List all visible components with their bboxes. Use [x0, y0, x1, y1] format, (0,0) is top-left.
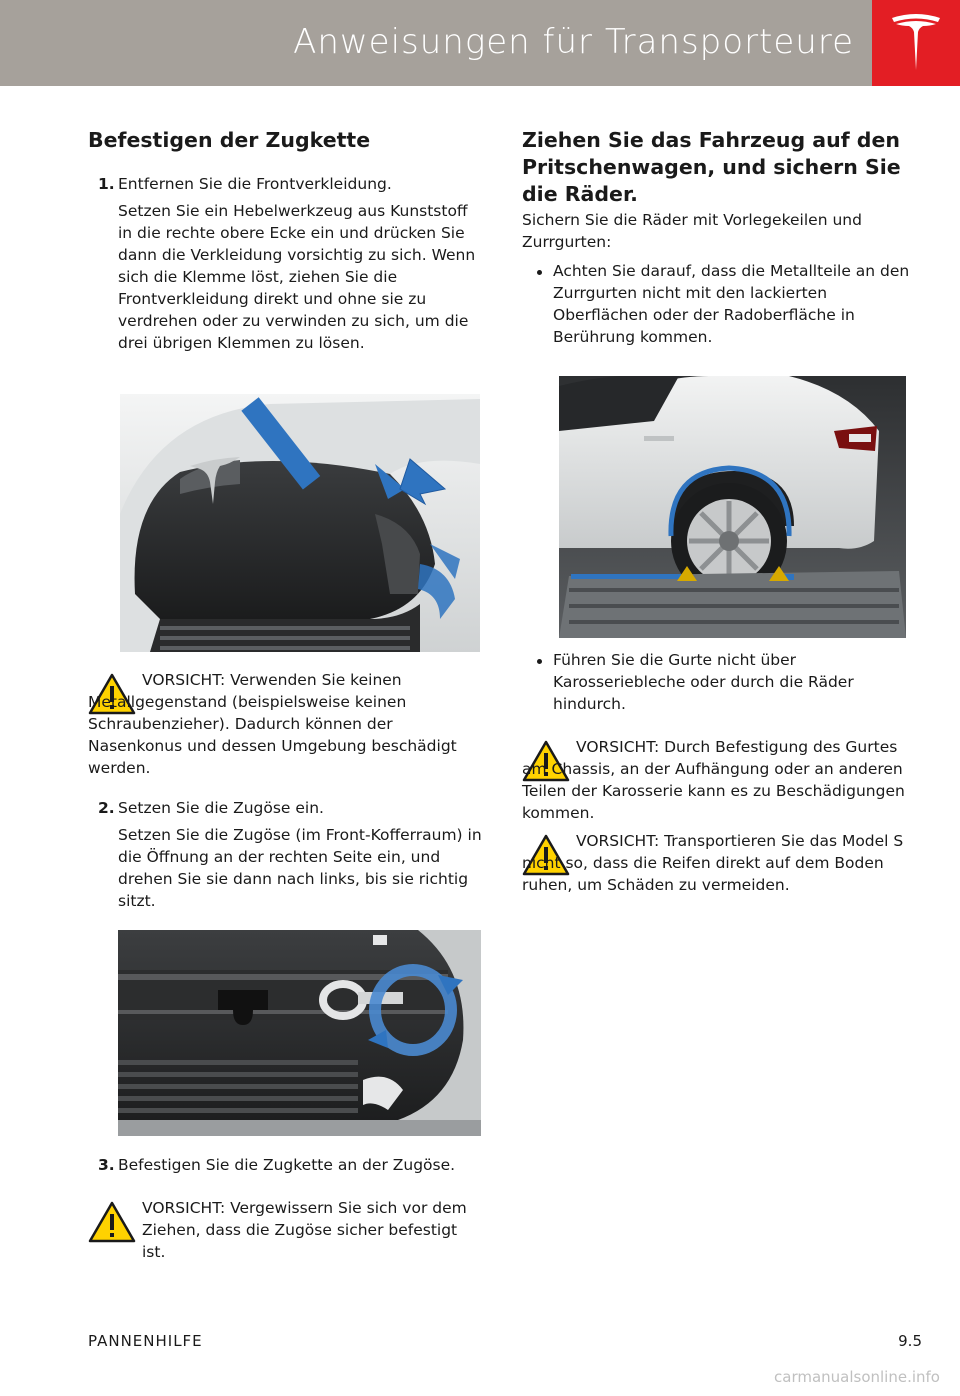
step-number-2: 2.: [98, 799, 115, 817]
step-number-1: 1.: [98, 175, 115, 193]
footer-section-name: PANNENHILFE: [88, 1332, 203, 1350]
tesla-logo-icon: [890, 12, 942, 74]
step-2-body: Setzen Sie die Zugöse (im Front-Kofferraum) in die Öffnung an der rechten Seite ein, und drehen Sie sie dann nach links, bis sie richtig sitzt.: [118, 826, 482, 910]
section-heading-tow-chain: Befestigen der Zugkette: [88, 128, 371, 152]
brand-logo-box: [872, 0, 960, 86]
tow-eye-insertion-image: [118, 930, 481, 1136]
step-2-title: Setzen Sie die Zugöse ein.: [118, 799, 324, 817]
step-1-body: Setzen Sie ein Hebelwerkzeug aus Kunststoff in die rechte obere Ecke ein und drücken Sie dann die Verkleidung vorsichtig zu sich. Wenn sich die Klemme löst, ziehen Sie die Frontverkleidung direkt und ohne sie zu verdrehen oder zu verwinden zu sich, um die drei übrigen Klemmen zu lösen.: [118, 202, 476, 352]
warning-text: VORSICHT: Transportieren Sie das Model S nicht so, dass die Reifen direkt auf dem Boden ruhen, um Schäden zu vermeiden.: [522, 832, 904, 894]
bullet-1-text: Achten Sie darauf, dass die Metallteile an den Zurrgurten nicht mit den lackierten Oberflächen oder der Radoberfläche in Berührung kommen.: [553, 262, 910, 346]
warning-block-tires-on-ground: [522, 830, 922, 920]
section-heading-flatbed: Ziehen Sie das Fahrzeug auf den Pritschenwagen, und sichern Sie die Räder.: [522, 128, 901, 206]
watermark-text: carmanualsonline.info: [774, 1368, 940, 1386]
page-header: [0, 0, 960, 86]
warning-block-tow-eye-secure: [88, 1197, 483, 1267]
warning-text: VORSICHT: Verwenden Sie keinen Metallgegenstand (beispielsweise keinen Schraubenzieher). Dadurch können der Nasenkonus und dessen Umgebung beschädigt werden.: [88, 671, 457, 777]
warning-block-no-metal-tool: [88, 669, 483, 779]
bullet-dot: [537, 659, 542, 664]
bullet-2-text: Führen Sie die Gurte nicht über Karosseriebleche oder durch die Räder hindurch.: [553, 651, 854, 713]
warning-block-strap-attachment: [522, 736, 922, 826]
car-on-flatbed-image: [559, 376, 906, 638]
step-1-title: Entfernen Sie die Frontverkleidung.: [118, 175, 392, 193]
warning-text: VORSICHT: Vergewissern Sie sich vor dem Ziehen, dass die Zugöse sicher befestigt ist.: [142, 1199, 467, 1261]
step-number-3: 3.: [98, 1156, 115, 1174]
bullet-dot: [537, 270, 542, 275]
page-title: Anweisungen für Transporteure: [293, 22, 854, 62]
warning-triangle-icon: [88, 1201, 136, 1243]
step-3-title: Befestigen Sie die Zugkette an der Zugöse.: [118, 1156, 456, 1174]
footer-page-number: 9.5: [898, 1332, 922, 1350]
warning-text: VORSICHT: Durch Befestigung des Gurtes am Chassis, an der Aufhängung oder an anderen Teilen der Karosserie kann es zu Beschädigungen kommen.: [522, 738, 905, 822]
front-fascia-removal-image: [120, 394, 480, 652]
intro-text: Sichern Sie die Räder mit Vorlegekeilen und Zurrgurten:: [522, 211, 862, 251]
